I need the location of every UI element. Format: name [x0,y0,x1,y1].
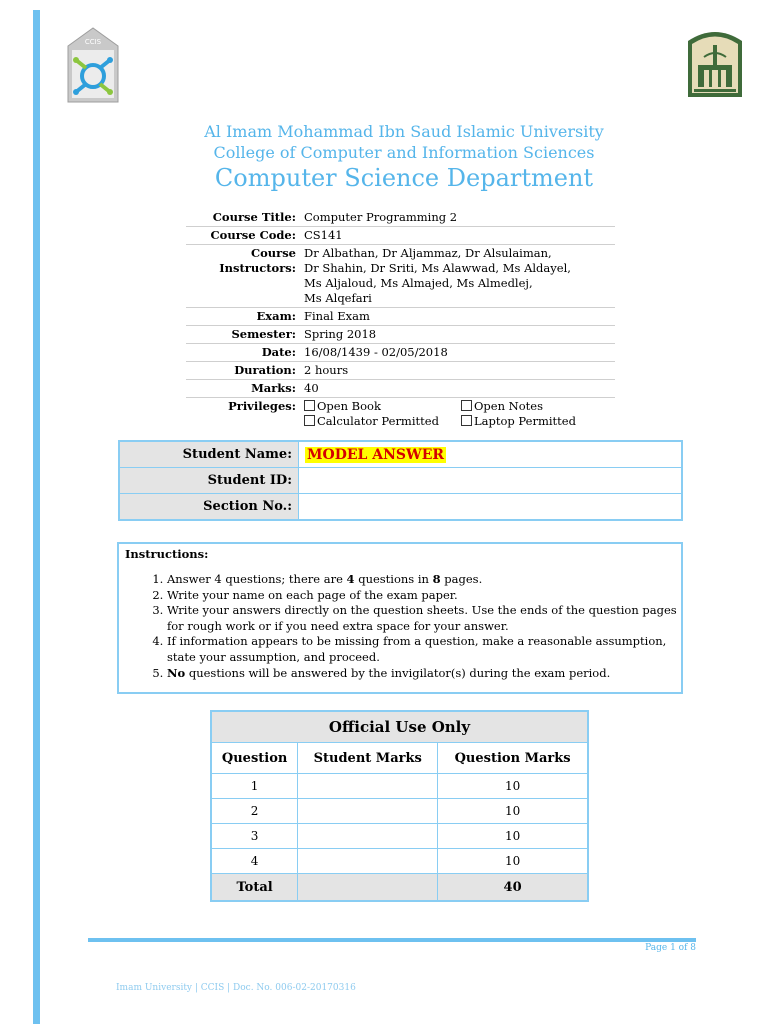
student-marks-cell[interactable] [298,824,438,849]
page-number: Page 1 of 8 [645,943,696,953]
total-student-marks[interactable] [298,874,438,902]
instruction-item: 3. Write your answers directly on the question sheets. Use the ends of the question pages for rough work or if you need extra space for your answer. [167,603,677,634]
model-answer-highlight: MODEL ANSWER [307,446,445,463]
checkbox-icon[interactable] [461,400,472,411]
marks-label: Marks: [186,380,300,398]
instructors-line: Dr Albathan, Dr Aljammaz, Dr Alsulaiman, [304,246,552,260]
document-footer: Imam University | CCIS | Doc. No. 006-02-20170316 [116,983,356,993]
instructors-label-line-1: Course [250,246,296,260]
duration-label: Duration: [186,362,300,380]
instructors-row [186,245,615,308]
privileges-value [300,398,615,431]
course-code-label: Course Code: [186,227,300,245]
course-title-value: Computer Programming 2 [300,209,615,227]
total-row [211,874,588,902]
question-number: 4 [211,849,298,874]
checkbox-icon[interactable] [304,415,315,426]
instructors-line: Dr Shahin, Dr Sriti, Ms Alawwad, Ms Aldayel, [304,261,571,275]
table-row [211,799,588,824]
semester-value: Spring 2018 [300,326,615,344]
instructors-label-line-2: Instructors: [219,261,296,275]
student-marks-cell[interactable] [298,849,438,874]
student-id-field[interactable] [299,468,683,494]
student-id-row [119,468,682,494]
privilege-open-book[interactable]: Open Book [304,399,461,414]
college-name: College of Computer and Information Sciences [213,143,595,162]
official-use-title: Official Use Only [211,711,588,743]
date-row [186,344,615,362]
course-code-value: CS141 [300,227,615,245]
question-number: 2 [211,799,298,824]
table-row [211,849,588,874]
exam-row [186,308,615,326]
ccis-logo-text: CCIS [84,38,102,46]
official-header-row [211,743,588,774]
student-info-table [118,440,683,521]
department-name: Computer Science Department [214,164,594,192]
privilege-laptop[interactable]: Laptop Permitted [461,414,611,429]
question-marks-cell: 10 [438,799,588,824]
exam-info-table [186,209,615,430]
official-use-table [210,710,589,902]
instructors-line: Ms Alqefari [304,291,372,305]
instructors-value [300,245,615,308]
semester-label: Semester: [186,326,300,344]
question-marks-header: Question Marks [438,743,588,774]
course-title-label: Course Title: [186,209,300,227]
instructions-title: Instructions: [125,547,209,561]
university-seal-icon [686,27,744,99]
table-row [211,774,588,799]
privileges-label: Privileges: [228,399,296,413]
question-header: Question [211,743,298,774]
question-marks-cell: 10 [438,774,588,799]
question-number: 1 [211,774,298,799]
instruction-item: 5. No questions will be answered by the invigilator(s) during the exam period. [167,666,677,682]
table-row [211,824,588,849]
instruction-item: 2. Write your name on each page of the exam paper. [167,588,677,604]
instructors-label [186,245,300,308]
student-marks-cell[interactable] [298,774,438,799]
course-title-row [186,209,615,227]
exam-value: Final Exam [300,308,615,326]
instructions-list [133,564,677,681]
checkbox-icon[interactable] [461,415,472,426]
total-label: Total [211,874,298,902]
section-row [119,494,682,521]
semester-row [186,326,615,344]
privileges-row [186,398,615,431]
student-name-label: Student Name: [119,441,299,468]
question-marks-cell: 10 [438,824,588,849]
student-id-label: Student ID: [119,468,299,494]
question-marks-cell: 10 [438,849,588,874]
student-marks-header: Student Marks [298,743,438,774]
marks-row [186,380,615,398]
student-name-field[interactable] [299,441,683,468]
question-number: 3 [211,824,298,849]
exam-label: Exam: [186,308,300,326]
privilege-calculator[interactable]: Calculator Permitted [304,414,461,429]
student-marks-cell[interactable] [298,799,438,824]
left-accent-bar [33,10,40,1024]
instructors-line: Ms Aljaloud, Ms Almajed, Ms Almedlej, [304,276,533,290]
total-marks: 40 [438,874,588,902]
university-name: Al Imam Mohammad Ibn Saud Islamic University [204,122,604,141]
checkbox-icon[interactable] [304,400,315,411]
duration-value: 2 hours [300,362,615,380]
instruction-item: 1. Answer 4 questions; there are 4 questions in 8 pages. [167,572,677,588]
instruction-item: 4. If information appears to be missing from a question, make a reasonable assumption, state your assumption, and proceed. [167,634,677,665]
ccis-logo-icon [64,26,122,104]
section-field[interactable] [299,494,683,521]
instructions-box [117,542,683,694]
privilege-open-notes[interactable]: Open Notes [461,399,611,414]
date-label: Date: [186,344,300,362]
date-value: 16/08/1439 - 02/05/2018 [300,344,615,362]
course-code-row [186,227,615,245]
student-name-row [119,441,682,468]
footer-divider [88,938,696,942]
marks-value: 40 [300,380,615,398]
duration-row [186,362,615,380]
section-label: Section No.: [119,494,299,521]
